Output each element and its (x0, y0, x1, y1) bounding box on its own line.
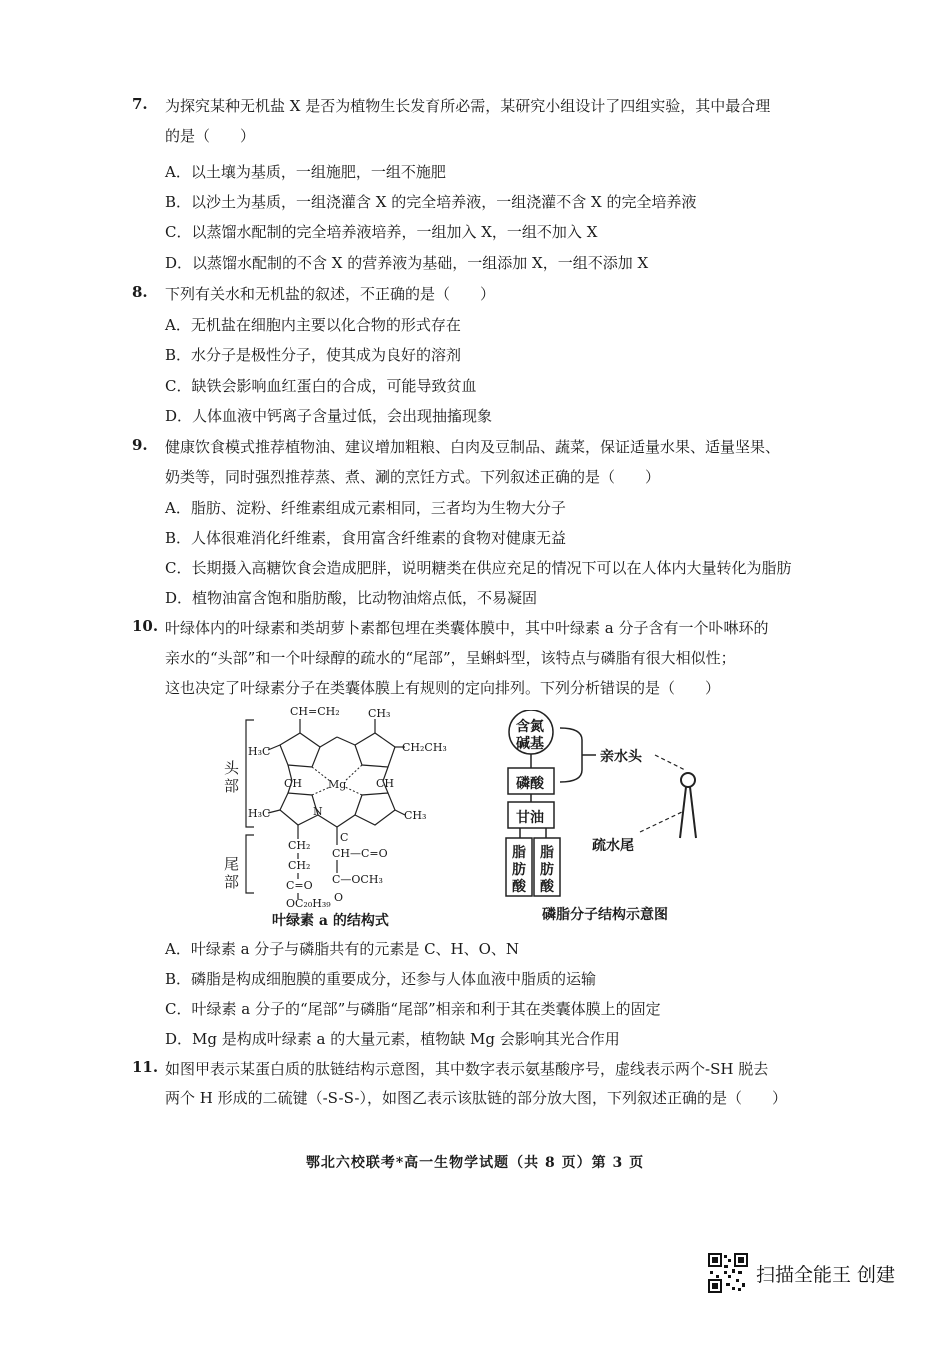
tail-label-1: 尾 (224, 855, 240, 873)
figure-right-caption: 磷脂分子结构示意图 (542, 907, 668, 923)
page-footer: 鄂北六校联考*高一生物学试题（共 8 页）第 3 页 (305, 1155, 645, 1171)
tail-ch2-2: CH₂ (288, 859, 311, 872)
option-a: A．以土壤为基质，一组施肥，一组不施肥 (165, 163, 446, 181)
question-stem-line: 为探究某种无机盐 X 是否为植物生长发育所必需，某研究小组设计了四组实验，其中最合理 (165, 97, 771, 115)
option-c: C．以蒸馏水配制的完全培养液培养，一组加入 X，一组不加入 X (165, 223, 598, 241)
fatty-acid-2-char-3: 酸 (540, 879, 554, 895)
question-stem-line: 叶绿体内的叶绿素和类胡萝卜素都包埋在类囊体膜中，其中叶绿素 a 分子含有一个卟啉环的 (165, 619, 769, 637)
question-stem-line: 健康饮食模式推荐植物油、建议增加粗粮、白肉及豆制品、蔬菜，保证适量水果、适量坚果、 (165, 438, 781, 456)
methine-right: CH (376, 777, 395, 790)
head-label-2: 部 (224, 777, 240, 795)
fatty-acid-1-char-1: 脂 (512, 845, 526, 861)
option-c: C．叶绿素 a 分子的“尾部”与磷脂“尾部”相亲和利于其在类囊体膜上的固定 (165, 1000, 661, 1018)
tail-label-2: 部 (224, 873, 240, 891)
methyl-lower-left: H₃C (248, 807, 271, 820)
option-c: C．缺铁会影响血红蛋白的合成，可能导致贫血 (165, 377, 477, 395)
option-d: D．人体血液中钙离子含量过低，会出现抽搐现象 (165, 407, 493, 425)
ring-ester: C—OCH₃ (332, 873, 383, 886)
question-stem-line: 的是（ ） (165, 127, 256, 145)
nitrogenous-base-label-1: 含氮 (516, 719, 544, 735)
fatty-acid-2-char-2: 肪 (540, 862, 554, 878)
qr-code-icon (708, 1253, 748, 1293)
figure-left-caption: 叶绿素 a 的结构式 (272, 913, 389, 929)
question-stem-line: 奶类等，同时强烈推荐蒸、煮、涮的烹饪方式。下列叙述正确的是（ ） (165, 468, 661, 486)
methine-left: CH (284, 777, 303, 790)
vinyl-group: CH=CH₂ (290, 705, 340, 718)
tail-carbonyl: C=O (286, 879, 313, 892)
question-number: 8. (132, 283, 148, 301)
hydrophobic-tail-label: 疏水尾 (592, 838, 634, 854)
methyl-right: CH₃ (404, 809, 427, 822)
option-b: B．磷脂是构成细胞膜的重要成分，还参与人体血液中脂质的运输 (165, 970, 597, 988)
option-d: D．以蒸馏水配制的不含 X 的营养液为基础，一组添加 X，一组不添加 X (165, 254, 649, 272)
carbon-label: C (340, 831, 349, 844)
scanner-watermark (708, 1253, 895, 1293)
question-number: 10. (132, 617, 159, 635)
ring-ketone: CH—C=O (332, 847, 388, 860)
methyl-top: CH₃ (368, 707, 391, 720)
magnesium-label: Mg (328, 778, 347, 791)
question-stem-line: 亲水的“头部”和一个叶绿醇的疏水的“尾部”，呈蝌蚪型，该特点与磷脂有很大相似性； (165, 649, 736, 667)
hydrophilic-head-label: 亲水头 (600, 749, 642, 765)
phosphate-label: 磷酸 (516, 776, 544, 792)
glycerol-label: 甘油 (516, 810, 544, 826)
fatty-acid-1-char-2: 肪 (512, 862, 526, 878)
option-c: C．长期摄入高糖饮食会造成肥胖，说明糖类在供应充足的情况下可以在人体内大量转化为脂肪 (165, 559, 792, 577)
watermark-text: 扫描全能王 创建 (756, 1263, 896, 1286)
question-number: 11. (132, 1058, 159, 1076)
option-a: A．脂肪、淀粉、纤维素组成元素相同，三者均为生物大分子 (165, 499, 566, 517)
question-number: 7. (132, 95, 148, 113)
chlorophyll-a-structure-figure (220, 705, 450, 915)
ring-ester-o: O (334, 891, 344, 904)
ethyl-group: CH₂CH₃ (402, 741, 447, 754)
methyl-left: H₃C (248, 745, 271, 758)
option-b: B．以沙土为基质，一组浇灌含 X 的完全培养液，一组浇灌不含 X 的完全培养液 (165, 193, 697, 211)
option-b: B．人体很难消化纤维素，食用富含纤维素的食物对健康无益 (165, 529, 567, 547)
option-a: A．叶绿素 a 分子与磷脂共有的元素是 C、H、O、N (165, 940, 520, 958)
tail-ch2-1: CH₂ (288, 839, 311, 852)
option-d: D．Mg 是构成叶绿素 a 的大量元素，植物缺 Mg 会影响其光合作用 (165, 1030, 620, 1048)
tail-phytol: OC₂₀H₃₉ (286, 897, 331, 910)
question-number: 9. (132, 436, 148, 454)
nitrogenous-base-label-2: 碱基 (516, 736, 544, 752)
option-a: A．无机盐在细胞内主要以化合物的形式存在 (165, 316, 461, 334)
question-stem-line: 两个 H 形成的二硫键（-S-S-），如图乙表示该肽链的部分放大图，下列叙述正确的是（ ） (165, 1089, 787, 1107)
question-stem-line: 如图甲表示某蛋白质的肽链结构示意图，其中数字表示氨基酸序号，虚线表示两个-SH 脱去 (165, 1060, 769, 1078)
question-stem-line: 下列有关水和无机盐的叙述，不正确的是（ ） (165, 285, 496, 303)
nitrogen-label: N (313, 805, 323, 818)
option-d: D．植物油富含饱和脂肪酸，比动物油熔点低，不易凝固 (165, 589, 538, 607)
fatty-acid-1-char-3: 酸 (512, 879, 526, 895)
phospholipid-structure-figure (500, 710, 730, 900)
option-b: B．水分子是极性分子，使其成为良好的溶剂 (165, 346, 462, 364)
question-stem-line: 这也决定了叶绿素分子在类囊体膜上有规则的定向排列。下列分析错误的是（ ） (165, 679, 721, 697)
head-label-1: 头 (224, 759, 240, 777)
fatty-acid-2-char-1: 脂 (540, 845, 554, 861)
